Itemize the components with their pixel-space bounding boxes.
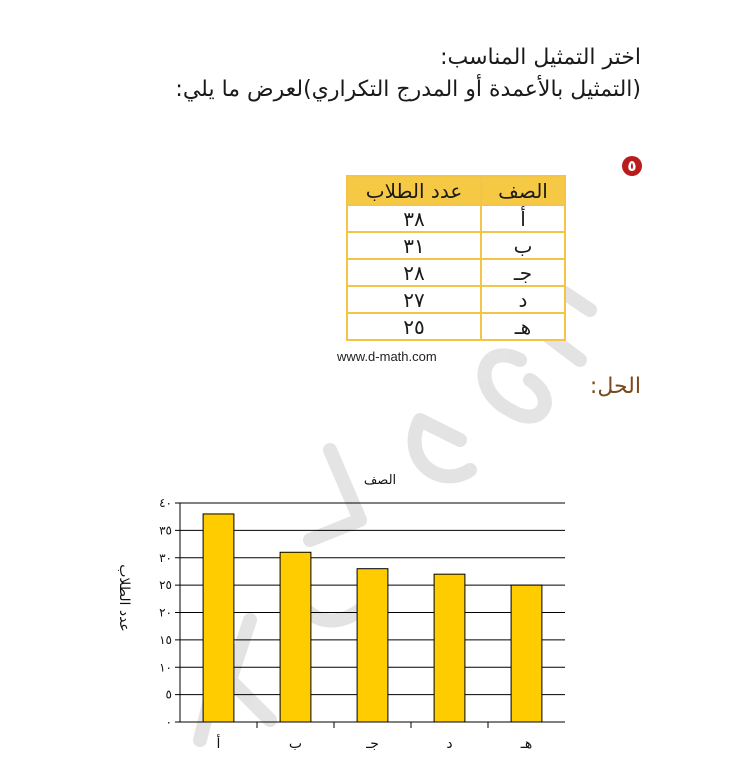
class-cell: د	[481, 286, 565, 313]
x-tick-label: أ	[216, 736, 221, 752]
bar	[511, 585, 542, 722]
y-tick-label: ٣٥	[159, 523, 172, 538]
y-tick-label: ٣٠	[159, 550, 172, 565]
y-tick-label: ٤٠	[159, 496, 172, 510]
count-cell: ٢٧	[347, 286, 481, 313]
count-cell: ٣١	[347, 232, 481, 259]
y-axis-label: عدد الطلاب	[116, 564, 132, 632]
class-cell: أ	[481, 205, 565, 232]
y-tick-label: ٥	[165, 687, 172, 702]
y-tick-label: ٢٠	[159, 605, 172, 620]
count-cell: ٢٥	[347, 313, 481, 340]
chart-title: الصف	[363, 473, 397, 488]
y-tick-label: ١٠	[159, 660, 172, 675]
bar	[357, 569, 388, 722]
problem-number-badge: ٥	[622, 156, 642, 176]
class-cell: هـ	[481, 313, 565, 340]
x-tick-label: ب	[288, 736, 303, 752]
x-tick-label: جـ	[366, 736, 379, 752]
solution-label: الحل:	[589, 374, 641, 399]
question-line-2: (التمثيل بالأعمدة أو المدرج التكراري)لعرض ما يلي:	[175, 77, 641, 102]
bars	[203, 514, 542, 722]
column-header-class: الصف	[481, 176, 565, 205]
y-tick-label: ١٥	[159, 632, 172, 647]
count-cell: ٣٨	[347, 205, 481, 232]
count-cell: ٢٨	[347, 259, 481, 286]
y-tick-labels	[159, 496, 172, 729]
class-cell: جـ	[481, 259, 565, 286]
x-tick-labels	[217, 734, 533, 752]
x-tick-label: هـ	[520, 736, 533, 752]
x-tick-label: د	[446, 736, 453, 752]
y-tick-label: ٠	[165, 715, 172, 729]
column-header-count: عدد الطلاب	[347, 176, 481, 205]
source-link: www.d-math.com	[337, 349, 437, 364]
bar	[203, 514, 234, 722]
class-cell: ب	[481, 232, 565, 259]
bar	[280, 552, 311, 722]
question-line-1: اختر التمثيل المناسب:	[440, 45, 641, 70]
y-tick-label: ٢٥	[159, 578, 172, 593]
bar	[434, 574, 465, 722]
